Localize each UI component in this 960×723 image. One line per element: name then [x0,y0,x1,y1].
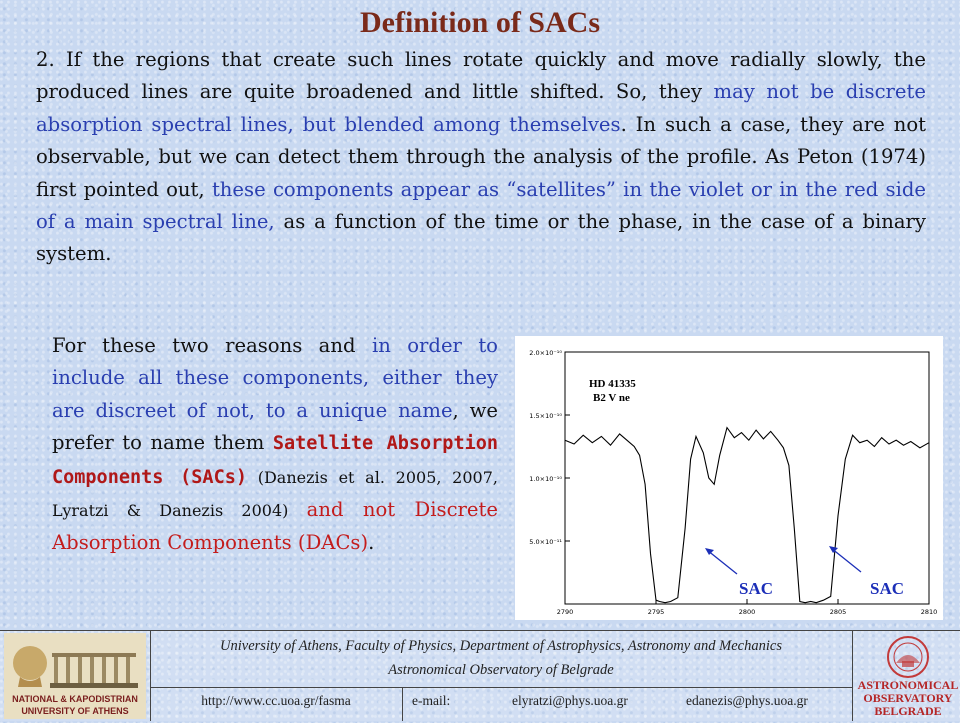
y-axis-ticks [529,349,570,546]
x-tick-label: 2805 [829,608,847,616]
reasons-paragraph [52,330,498,560]
reasons-t7: . [368,531,375,555]
observatory-logo [856,633,960,719]
reasons-t3: , we prefer to name them [52,398,498,455]
point-2-text [36,44,926,271]
point-2-s5: as a function of the time or the phase, in the case of a binary system. [36,210,926,266]
x-tick-label: 2800 [738,608,756,616]
footer-university-line: University of Athens, Faculty of Physics, Department of Astrophysics, Astronomy and Mechanics [220,638,782,654]
point-number: 2. [36,48,55,71]
sac-arrow-left [707,550,737,574]
reasons-t6-highlight: and not Discrete Absorption Components (DACs) [52,498,498,555]
reasons-citation: (Danezis et al. 2005, 2007, Lyratzi & Danezis 2004) [52,467,498,521]
observatory-logo-text-3: BELGRADE [874,704,942,718]
chart-annotation-class: B2 V ne [593,392,630,404]
footer-email-1-link[interactable]: elyratzi@phys.uoa.gr [512,693,628,708]
y-tick-label: 1.0×10⁻¹⁰ [529,475,562,483]
reasons-t1: For these two reasons and [52,334,372,357]
x-tick-label: 2790 [556,608,574,616]
footer [0,630,960,721]
y-tick-label: 5.0×10⁻¹¹ [529,538,562,546]
spectrum-chart [515,336,943,620]
point-2-s3: . In such a case, they are not observable, but we can detect them through the analysis of the profile. As Peton (1974) first pointed out, [36,112,926,201]
y-tick-label: 2.0×10⁻¹⁰ [529,349,562,357]
observatory-logo-text-1: ASTRONOMICAL [857,678,959,692]
footer-email-label: e-mail: [412,693,451,708]
observatory-logo-text-2: OBSERVATORY [863,691,953,705]
spectrum-chart-svg [515,336,943,620]
sac-label-right: SAC [870,579,905,598]
y-tick-label: 1.5×10⁻¹⁰ [529,412,562,420]
slide-title: Definition of SACs [359,6,600,39]
footer-divider-right [852,631,853,721]
sac-arrow-right [831,548,861,572]
sac-label-left: SAC [739,579,774,598]
uoa-logo-text-2: UNIVERSITY OF ATHENS [21,706,129,716]
x-tick-label: 2810 [920,608,938,616]
sacs-term: Satellite Absorption Components (SACs) [52,433,498,488]
footer-divider-horizontal [150,687,852,688]
point-2-s1: If the regions that create such lines rotate quickly and move radially slowly, the produced lines are quite broadened and little shifted. So, they [36,48,926,104]
uoa-logo [4,633,146,719]
footer-observatory-line: Astronomical Observatory of Belgrade [388,662,614,678]
spectrum-series-line [565,428,929,603]
chart-annotation-star: HD 41335 [589,378,636,390]
footer-email-2-link[interactable]: edanezis@phys.uoa.gr [686,693,808,708]
point-2-paragraph [36,44,926,271]
point-2-s2-highlight: may not be discrete absorption spectral lines, but blended among themselves [36,80,926,136]
point-2-s4-highlight: these components appear as “satellites” in the violet or in the red side of a main spectral line, [36,177,926,234]
x-axis-ticks [557,599,938,616]
footer-divider-mid [402,687,403,721]
reasons-t2-highlight: in order to include all these components, either they are discreet of not, to a unique name [52,334,498,422]
uoa-logo-text-1: NATIONAL & KAPODISTRIAN [12,694,138,704]
x-tick-label: 2795 [647,608,665,616]
footer-url-link[interactable]: http://www.cc.uoa.gr/fasma [201,693,351,708]
